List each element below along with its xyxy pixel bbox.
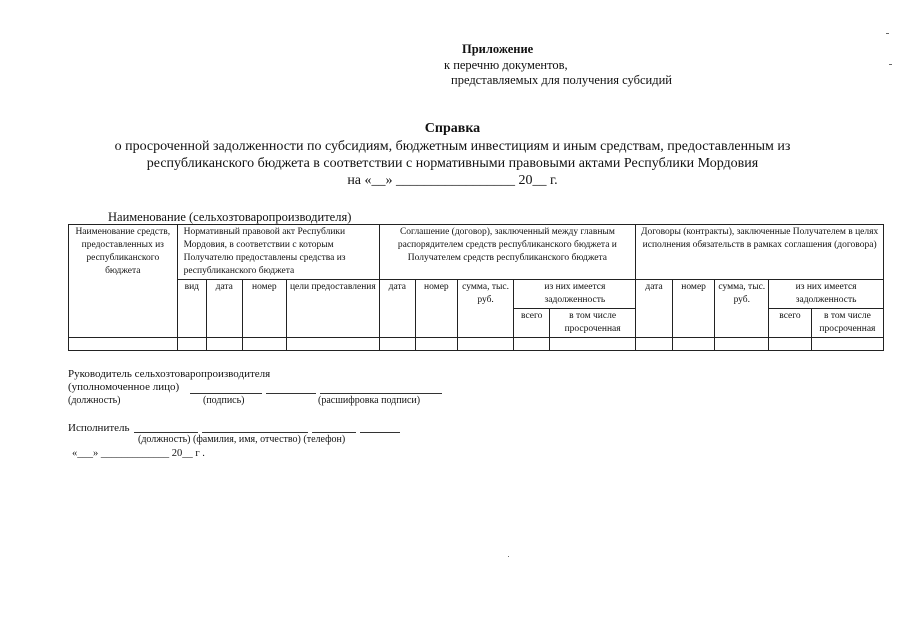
report-date-line: на «__» _________________ 20__ г.: [347, 173, 558, 188]
executor-line-phone: [312, 432, 356, 433]
signature-line-decode: [320, 393, 442, 394]
header-contracts-debt: из них имеется задолженность: [769, 280, 884, 309]
executor-label: Исполнитель: [68, 422, 130, 434]
table-cell: [549, 338, 635, 351]
header-contracts-debt-total: всего: [769, 309, 812, 338]
appendix-title: Приложение: [462, 42, 534, 56]
signature-line-sign: [266, 393, 316, 394]
header-agreement-group: Соглашение (договор), заключенный между главным распорядителем средств республиканского бюджета и Получателем средств республиканского бюджета: [379, 225, 636, 280]
table-cell: [672, 338, 715, 351]
table-cell: [715, 338, 769, 351]
scan-speck: [508, 556, 509, 557]
header-contracts-sum: сумма, тыс. руб.: [715, 280, 769, 338]
table-cell: [177, 338, 206, 351]
header-npa-date: дата: [207, 280, 243, 338]
producer-name-label: Наименование (сельхозтоваропроизводителя): [108, 210, 352, 224]
caption-position: (должность): [68, 395, 121, 406]
document-title: Справка: [424, 121, 481, 136]
signature-line-position: [190, 393, 262, 394]
header-agreement-debt: из них имеется задолженность: [514, 280, 636, 309]
header-funds-name: Наименование средств, предоставленных из республиканского бюджета: [69, 225, 178, 338]
header-agreement-number: номер: [416, 280, 458, 338]
header-npa-group: Нормативный правовой акт Республики Мордовия, в соответствии с которым Получателю предоставлены средства из республиканского бюджета: [177, 225, 379, 280]
table-cell: [811, 338, 883, 351]
document-subtitle-line1: о просроченной задолженности по субсидиям, бюджетным инвестициям и иным средствам, предоставленным из: [114, 139, 791, 154]
table-data-row: [69, 338, 884, 351]
header-contracts-debt-overdue: в том числе просроченная: [811, 309, 883, 338]
appendix-subtitle-line1: к перечню документов,: [444, 58, 568, 72]
table-header-row-1: [69, 225, 884, 280]
table-cell: [69, 338, 178, 351]
caption-signature: (подпись): [203, 395, 245, 406]
table-header-row-2: [69, 280, 884, 309]
signature-date-line: «___» _____________ 20__ г .: [72, 448, 205, 459]
header-agreement-sum: сумма, тыс. руб.: [457, 280, 514, 338]
header-contracts-group: Договоры (контракты), заключенные Получателем в целях исполнения обязательств в рамках соглашения (договора): [636, 225, 884, 280]
header-npa-type: вид: [177, 280, 206, 338]
executor-line-position: [134, 432, 198, 433]
table-cell: [514, 338, 550, 351]
debt-table: [68, 224, 884, 351]
document-subtitle-line2: республиканского бюджета в соответствии с нормативными правовыми актами Республики Мордовия: [146, 156, 759, 171]
table-cell: [636, 338, 673, 351]
header-npa-number: номер: [242, 280, 287, 338]
appendix-subtitle-line2: представляемых для получения субсидий: [451, 73, 672, 87]
table-cell: [379, 338, 416, 351]
table-cell: [457, 338, 514, 351]
caption-decode: (расшифровка подписи): [318, 395, 421, 406]
scan-speck: [889, 64, 892, 65]
table-cell: [207, 338, 243, 351]
head-label: Руководитель сельхозтоваропроизводителя: [68, 368, 271, 380]
header-npa-purpose: цели предоставления: [287, 280, 379, 338]
table-cell: [242, 338, 287, 351]
header-agreement-debt-total: всего: [514, 309, 550, 338]
scan-speck: [886, 33, 889, 34]
header-agreement-debt-overdue: в том числе просроченная: [549, 309, 635, 338]
header-contracts-number: номер: [672, 280, 715, 338]
executor-line-name: [202, 432, 308, 433]
header-contracts-date: дата: [636, 280, 673, 338]
table-cell: [769, 338, 812, 351]
table-cell: [287, 338, 379, 351]
header-agreement-date: дата: [379, 280, 416, 338]
table-cell: [416, 338, 458, 351]
authorized-person-label: (уполномоченное лицо): [68, 381, 180, 393]
executor-caption: (должность) (фамилия, имя, отчество) (телефон): [138, 434, 346, 445]
executor-line-extra: [360, 432, 400, 433]
